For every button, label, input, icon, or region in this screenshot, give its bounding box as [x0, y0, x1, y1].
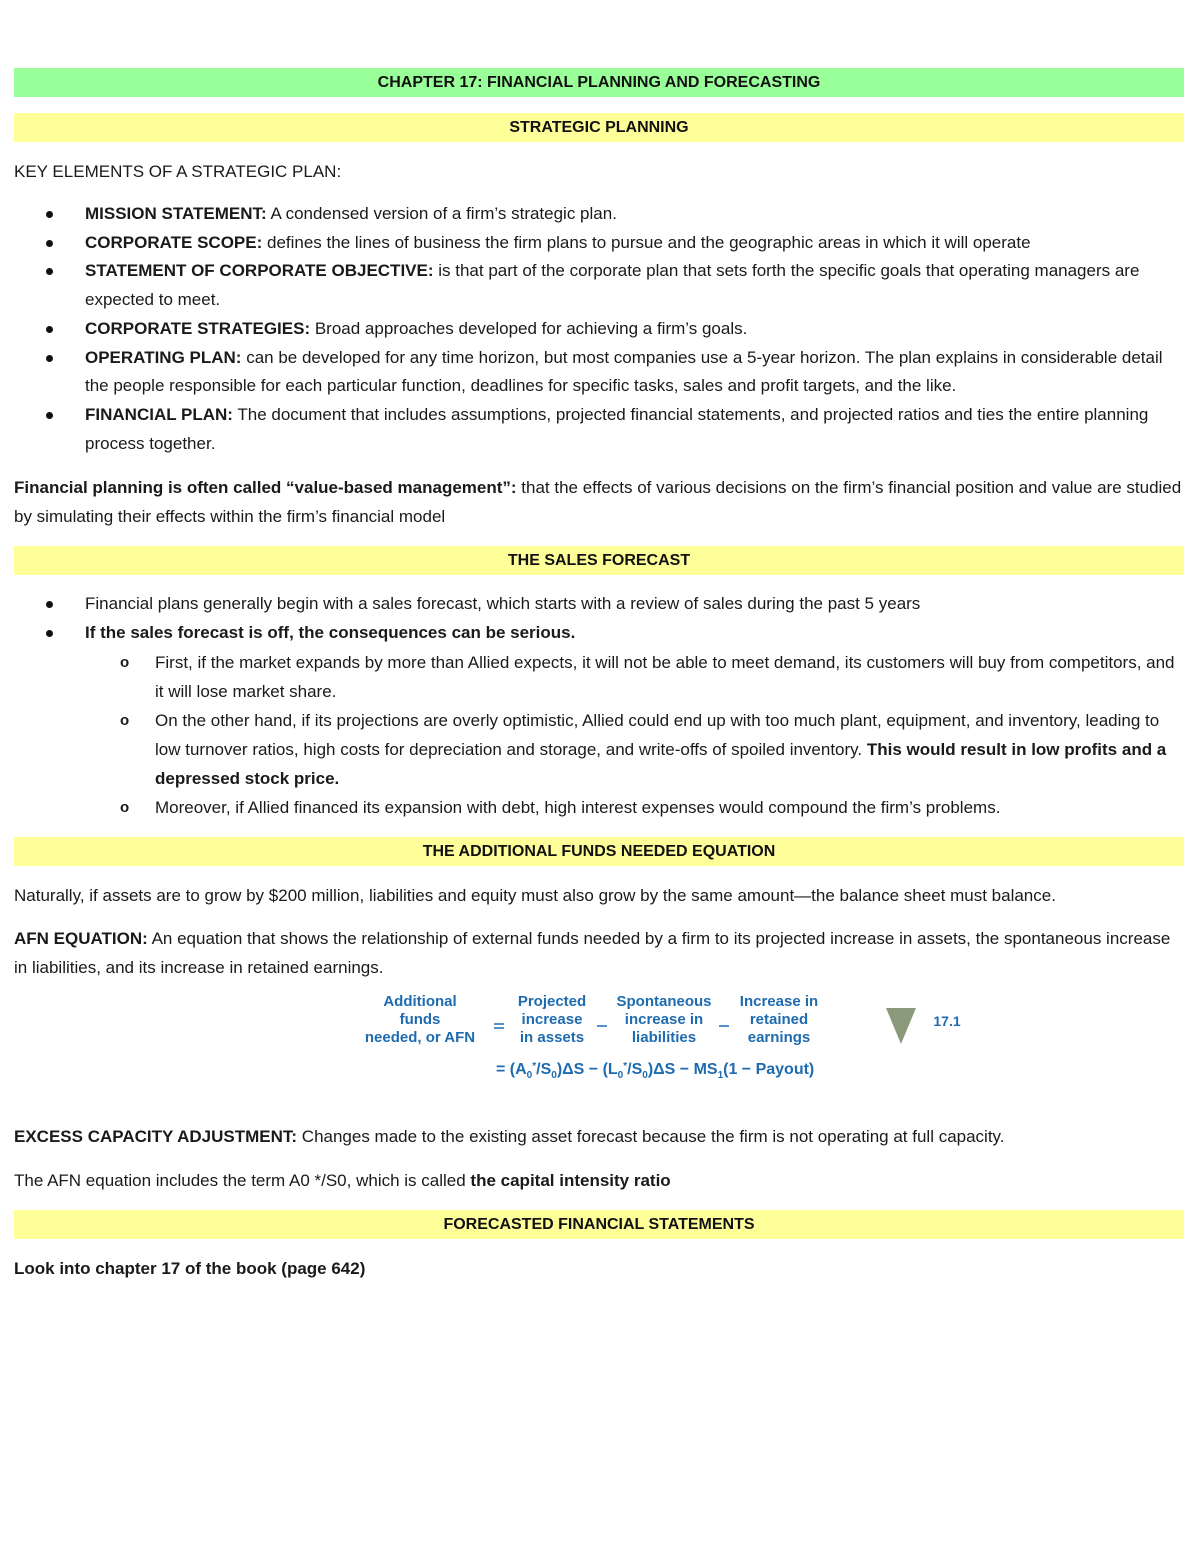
strategic-elements-list: [14, 200, 1184, 458]
eq-label-liabilities-2: increase in: [624, 1010, 704, 1028]
afn-equation-figure: [14, 982, 1184, 1082]
document-page: [14, 68, 1184, 1283]
eq-label-liabilities-1: Spontaneous: [616, 992, 712, 1010]
bullet-icon: [46, 211, 53, 218]
bullet-icon: [46, 601, 53, 608]
sales-forecast-list: [14, 590, 1184, 647]
circle-bullet-icon: o: [120, 653, 130, 671]
book-reference-note: Look into chapter 17 of the book (page 642): [14, 1258, 366, 1278]
list-item: MISSION STATEMENT: A condensed version of a firm’s strategic plan.: [14, 200, 1184, 229]
bullet-icon: [46, 326, 53, 333]
list-item: FINANCIAL PLAN: The document that includes assumptions, projected financial statements, and projected ratios and ties the entire planning process together.: [14, 401, 1184, 458]
afn-definition-paragraph: AFN EQUATION: An equation that shows the relationship of external funds needed by a firm to its projected increase in assets, the spontaneous increase in liabilities, and its increase in retained earnings.: [14, 928, 1171, 977]
section-title-sales-forecast: THE SALES FORECAST: [14, 546, 1184, 575]
eq-label-retained-2: retained: [749, 1010, 809, 1028]
bullet-icon: [46, 240, 53, 247]
triangle-marker-icon: [886, 1008, 916, 1044]
eq-label-liabilities-3: liabilities: [631, 1028, 697, 1046]
eq-label-retained-3: earnings: [747, 1028, 811, 1046]
list-item: o On the other hand, if its projections are overly optimistic, Allied could end up with too much plant, equipment, and inventory, leading to low turnover ratios, high costs for depreciation and storage, and write-offs of spoiled inventory. This would result in low profits and a depressed stock price.: [14, 706, 1184, 793]
bullet-icon: [46, 412, 53, 419]
list-item: STATEMENT OF CORPORATE OBJECTIVE: is that part of the corporate plan that sets forth the specific goals that operating managers are expected to meet.: [14, 257, 1184, 314]
key-elements-intro: KEY ELEMENTS OF A STRATEGIC PLAN:: [14, 162, 342, 181]
section-title-afn: THE ADDITIONAL FUNDS NEEDED EQUATION: [14, 837, 1184, 866]
bullet-icon: [46, 630, 53, 637]
list-item: CORPORATE SCOPE: defines the lines of business the firm plans to pursue and the geographic areas in which it will operate: [14, 229, 1184, 258]
eq-label-afn-2: funds: [399, 1010, 441, 1028]
section-title-forecasted-statements: FORECASTED FINANCIAL STATEMENTS: [14, 1210, 1184, 1239]
bullet-icon: [46, 268, 53, 275]
svg-text:= (A0*/S0)ΔS − (L0*/S0)ΔS − MS: = $(A_0^*/S_0)\Delta S - (L_0^*/S_0)\Delta S - MS_1(1$ − Payout): [496, 1060, 815, 1081]
chapter-title: CHAPTER 17: FINANCIAL PLANNING AND FORECASTING: [14, 68, 1184, 97]
list-item: If the sales forecast is off, the consequences can be serious.: [14, 619, 1184, 648]
circle-bullet-icon: o: [120, 711, 130, 729]
list-item: o Moreover, if Allied financed its expansion with debt, high interest expenses would compound the firm’s problems.: [14, 793, 1184, 822]
sales-consequences-sublist: [14, 648, 1184, 822]
eq-label-retained-1: Increase in: [739, 992, 819, 1010]
circle-bullet-icon: o: [120, 798, 130, 816]
eq-label-assets-3: in assets: [519, 1028, 585, 1046]
eq-label-assets-2: increase: [521, 1010, 583, 1028]
afn-equation-image: [354, 986, 974, 1086]
eq-label-afn-3: needed, or AFN: [364, 1028, 476, 1046]
bullet-icon: [46, 355, 53, 362]
excess-capacity-paragraph: EXCESS CAPACITY ADJUSTMENT: Changes made to the existing asset forecast because the firm is not operating at full capacity.: [14, 1126, 1005, 1146]
balance-paragraph: Naturally, if assets are to grow by $200 million, liabilities and equity must also grow by the same amount—the balance sheet must balance.: [14, 885, 1056, 905]
section-title-strategic-planning: STRATEGIC PLANNING: [14, 113, 1184, 142]
capital-intensity-paragraph: The AFN equation includes the term A0 */S0, which is called the capital intensity ratio: [14, 1170, 671, 1190]
list-item: Financial plans generally begin with a sales forecast, which starts with a review of sales during the past 5 years: [14, 590, 1184, 619]
eq-label-assets-1: Projected: [517, 992, 587, 1010]
list-item: CORPORATE STRATEGIES: Broad approaches developed for achieving a firm’s goals.: [14, 315, 1184, 344]
equation-number: 17.1: [933, 1012, 961, 1029]
list-item: o First, if the market expands by more than Allied expects, it will not be able to meet demand, its customers will buy from competitors, and it will lose market share.: [14, 648, 1184, 706]
value-based-management-paragraph: Financial planning is often called “value-based management”: that the effects of various decisions on the firm’s financial position and value are studied by simulating their effects within the firm’s financial model: [14, 478, 1182, 527]
eq-label-afn-1: Additional: [383, 992, 457, 1010]
list-item: OPERATING PLAN: can be developed for any time horizon, but most companies use a 5-year horizon. The plan explains in considerable detail the people responsible for each particular function, deadlines for specific tasks, sales and profit targets, and the like.: [14, 344, 1184, 401]
